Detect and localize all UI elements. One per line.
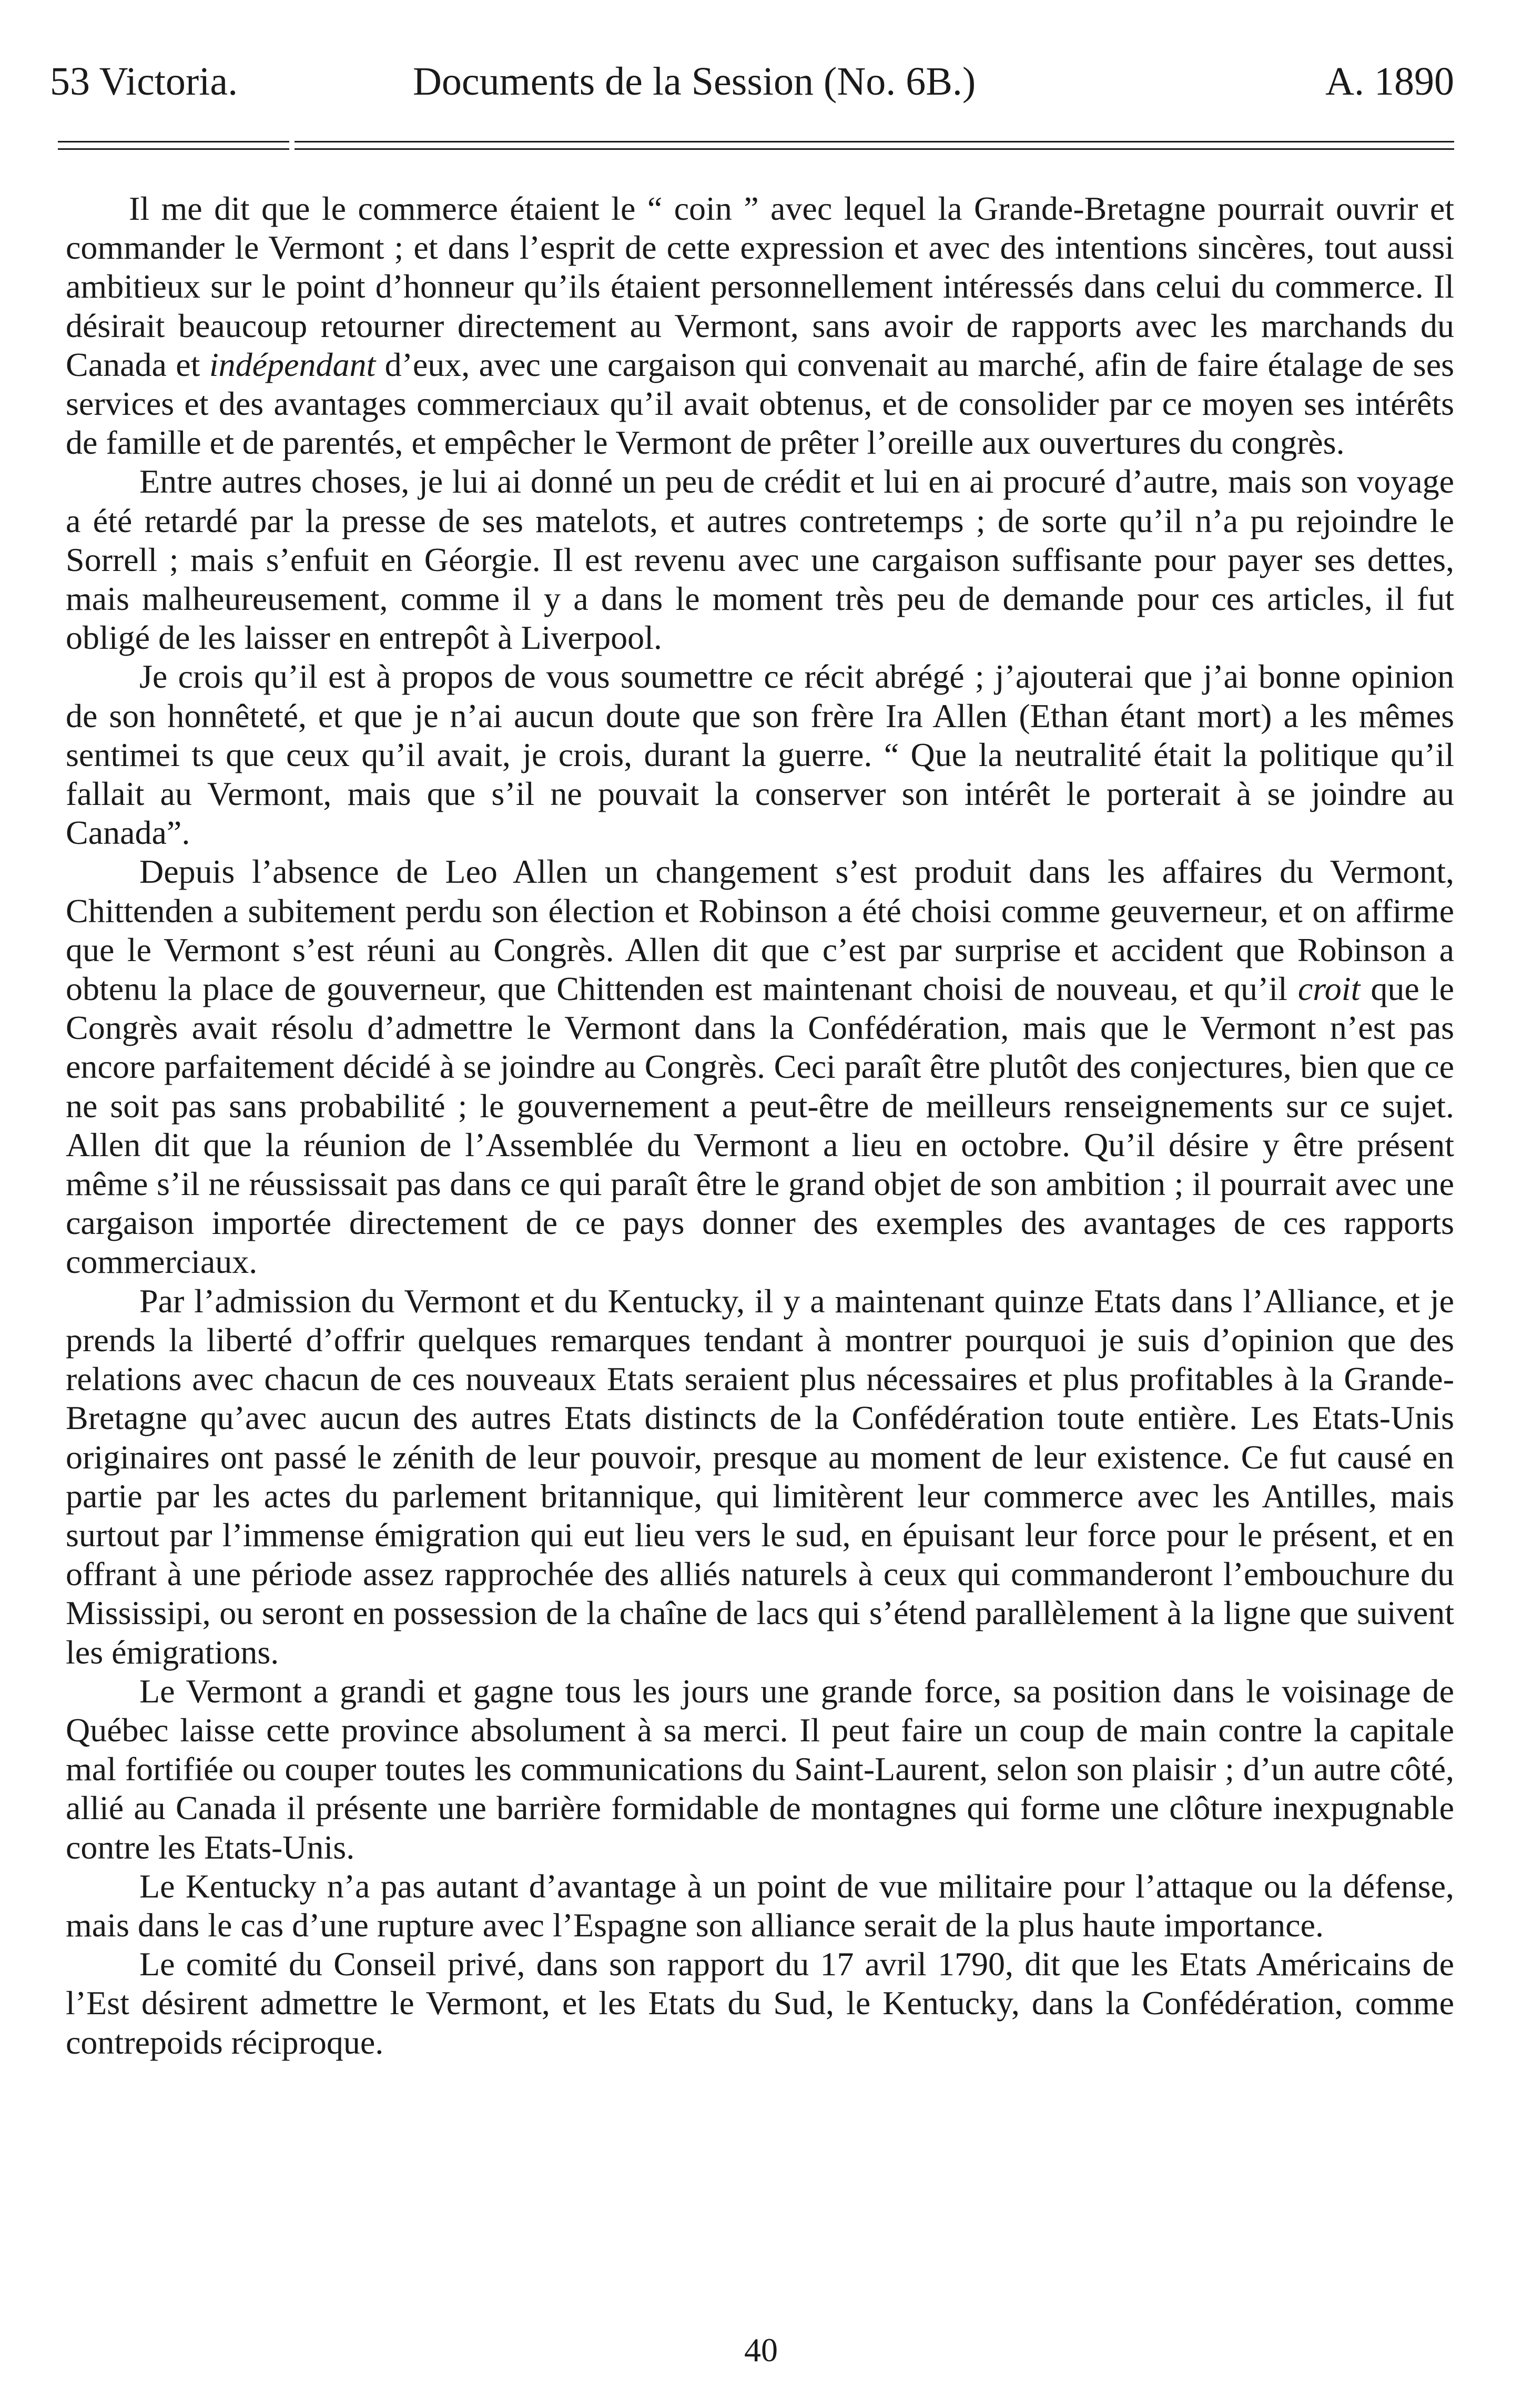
header-rule-left-bottom (58, 148, 289, 150)
header-session-documents-title: Documents de la Session (No. 6B.) (413, 59, 976, 104)
paragraph-8: Le comité du Conseil privé, dans son rapport du 17 avril 1790, dit que les Etats Américains de l’Est désirent admettre le Vermont, et les Etats du Sud, le Kentucky, dans la Confédération, comme contrepoids réciproque. (66, 1945, 1454, 2061)
paragraph-7: Le Kentucky n’a pas autant d’avantage à un point de vue militaire pour l’attaque ou la défense, mais dans le cas d’une rupture avec l’Espagne son alliance serait de la plus haute importance. (66, 1867, 1454, 1944)
paragraph-4-italic-word: croit (1297, 970, 1361, 1008)
header-rule-left-top (58, 141, 289, 142)
page-number: 40 (744, 2331, 778, 2369)
paragraph-5: Par l’admission du Vermont et du Kentucky, il y a maintenant quinze Etats dans l’Alliance, et je prends la liberté d’offrir quelques remarques tendant à montrer pourquoi je suis d’opinion que des relations avec chacun de ces nouveaux Etats seraient plus nécessaires et plus profitables à la Grande-Bretagne qu’avec aucun des autres Etats distincts de la Confédération toute entière. Les Etats-Unis originaires ont passé le zénith de leur pouvoir, presque au moment de leur existence. Ce fut causé en partie par les actes du parlement britannique, qui limitèrent leur commerce avec les Antilles, mais surtout par l’immense émigration qui eut lieu vers le sud, en épuisant leur force pour le présent, et en offrant à une période assez rapprochée des alliés naturels à ceux qui commanderont l’embouchure du Mississipi, ou seront en possession de la chaîne de lacs qui s’étend parallèlement à la ligne que suivent les émigrations. (66, 1282, 1454, 1671)
paragraph-1 (66, 189, 1454, 462)
header-year: A. 1890 (1325, 59, 1454, 104)
header-rule-right-top (295, 141, 1454, 142)
paragraph-6: Le Vermont a grandi et gagne tous les jours une grande force, sa position dans le voisinage de Québec laisse cette province absolument à sa merci. Il peut faire un coup de main contre la capitale mal fortifiée ou couper toutes les communications du Saint-Laurent, selon son plaisir ; d’un autre côté, allié au Canada il présente une barrière formidable de montagnes qui forme une clôture inexpugnable contre les Etats-Unis. (66, 1672, 1454, 1866)
header-rule-right-bottom (295, 148, 1454, 150)
paragraph-4 (66, 852, 1454, 1281)
header-regnal-year: 53 Victoria. (50, 59, 238, 104)
paragraph-1-text-a: Il me dit que le commerce étaient le “ coin ” avec lequel la Grande-Bretagne pourrait ouvrir et commander le Vermont ; et dans l’esprit de cette expression et avec des intentions sincères, tout aussi ambitieux sur le point d’honneur qu’ils étaient personnellement intéressés dans celui du commerce. Il désirait beaucoup retourner directement au Vermont, sans avoir de rapports avec les marchands du Canada et (66, 190, 1454, 383)
paragraph-1-italic-word: indépendant (209, 345, 376, 383)
paragraph-1-text-b: d’eux, avec une cargaison qui convenait au marché, afin de faire étalage de ses services et des avantages commerciaux qu’il avait obtenus, et de consolider par ce moyen ses intérêts de famille et de parentés, et empêcher le Vermont de prêter l’oreille aux ouvertures du congrès. (66, 345, 1455, 462)
paragraph-2: Entre autres choses, je lui ai donné un peu de crédit et lui en ai procuré d’autre, mais son voyage a été retardé par la presse de ses matelots, et autres contretemps ; de sorte qu’il n’a pu rejoindre le Sorrell ; mais s’enfuit en Géorgie. Il est revenu avec une cargaison suffisante pour payer ses dettes, mais malheureusement, comme il y a dans le moment très peu de demande pour ces articles, il fut obligé de les laisser en entrepôt à Liverpool. (66, 463, 1454, 657)
paragraph-3: Je crois qu’il est à propos de vous soumettre ce récit abrégé ; j’ajouterai que j’ai bonne opinion de son honnêteté, et que je n’ai aucun doute que son frère Ira Allen (Ethan étant mort) a les mêmes sentimei ts que ceux qu’il avait, je crois, durant la guerre. “ Que la neutralité était la politique qu’il fallait au Vermont, mais que s’il ne pouvait la conserver son intérêt le porterait à se joindre au Canada”. (66, 658, 1454, 852)
paragraph-4-text-a: Depuis l’absence de Leo Allen un changement s’est produit dans les affaires du Vermont, Chittenden a subitement perdu son élection et Robinson a été choisi comme geuverneur, et on affirme que le Vermont s’est réuni au Congrès. Allen dit que c’est par surprise et accident que Robinson a obtenu la place de gouverneur, que Chittenden est maintenant choisi de nouveau, et qu’il (66, 853, 1454, 1008)
running-header (50, 53, 1454, 110)
paragraph-4-text-b: que le Congrès avait résolu d’admettre le Vermont dans la Confédération, mais que le Vermont n’est pas encore parfaitement décidé à se joindre au Congrès. Ceci paraît être plutôt des conjectures, bien que ce ne soit pas sans probabilité ; le gouvernement a peut-être de meilleurs renseignements sur ce sujet. Allen dit que la réunion de l’Assemblée du Vermont a lieu en octobre. Qu’il désire y être présent même s’il ne réussissait pas dans ce qui paraît être le grand objet de son ambition ; il pourrait avec une cargaison importée directement de ce pays donner des exemples des avantages de ces rapports commerciaux. (66, 970, 1455, 1281)
body-text (66, 189, 1454, 2062)
